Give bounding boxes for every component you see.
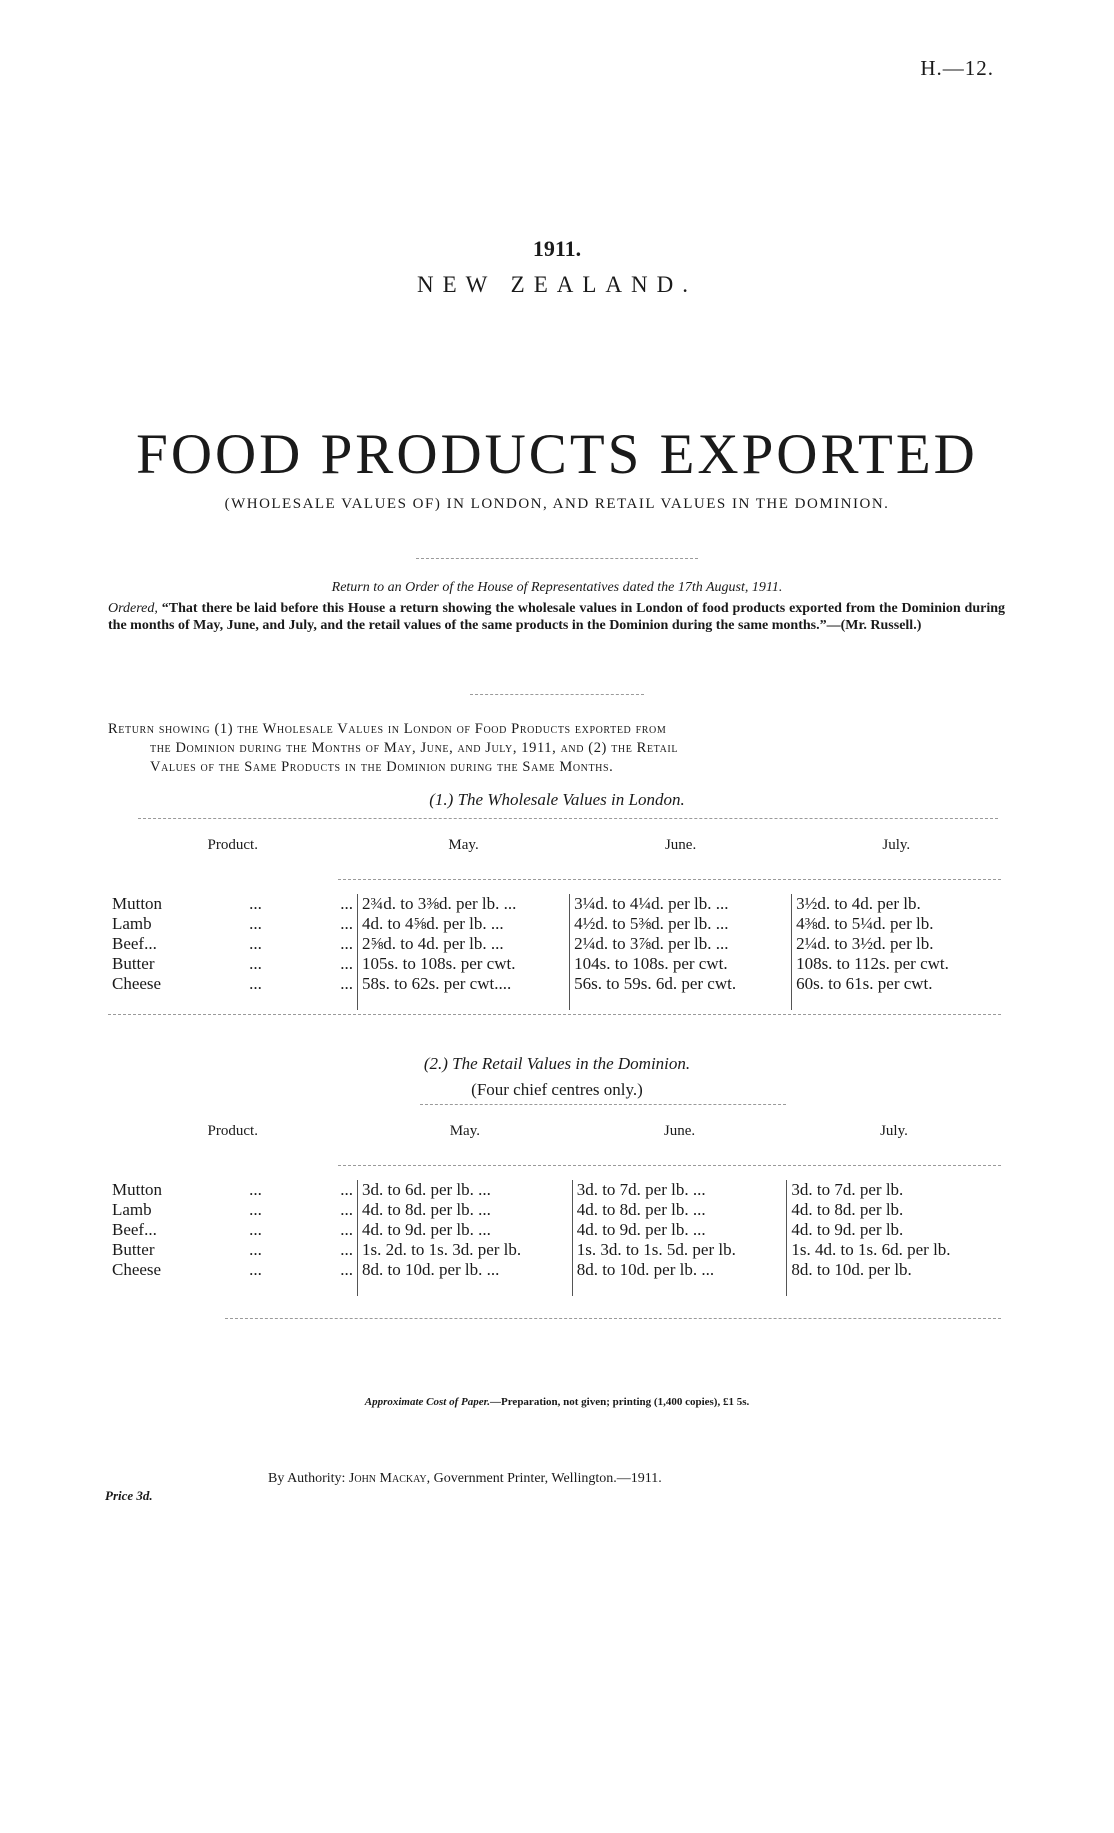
spacer-cell	[108, 1280, 204, 1296]
page-title: FOOD PRODUCTS EXPORTED	[136, 423, 978, 486]
retail-section-note: (Four chief centres only.)	[471, 1080, 643, 1099]
spacer-cell	[204, 1280, 307, 1296]
product-cell: Cheese	[112, 974, 162, 993]
july-value-cell: 8d. to 10d. per lb.	[787, 1260, 1001, 1280]
table-row	[108, 894, 1001, 914]
may-value-cell: 3d. to 6d. per lb. ...	[358, 1180, 573, 1200]
table-row	[108, 1200, 1001, 1220]
product-cell: Cheese	[112, 1260, 162, 1279]
leader-dots: ...	[340, 1260, 353, 1279]
product-cell: Butter	[112, 954, 155, 973]
spacer-cell	[307, 994, 358, 1010]
price-label: Price 3d.	[105, 1488, 153, 1503]
table-top-rule	[420, 1104, 786, 1105]
june-value-cell: 4d. to 8d. per lb. ...	[572, 1200, 787, 1220]
divider	[470, 694, 644, 695]
return-order-line: Return to an Order of the House of Representatives dated the 17th August, 1911.	[331, 580, 783, 595]
table-spacer-row	[108, 994, 1001, 1010]
july-value-cell: 2¼d. to 3½d. per lb.	[792, 934, 1001, 954]
document-year: 1911.	[532, 236, 582, 261]
retail-section-title: (2.) The Retail Values in the Dominion.	[423, 1054, 691, 1073]
may-value-cell: 1s. 2d. to 1s. 3d. per lb.	[358, 1240, 573, 1260]
page-subtitle: (WHOLESALE VALUES OF) IN LONDON, AND RETAIL VALUES IN THE DOMINION.	[224, 496, 890, 512]
return-heading-line: Values of the Same Products in the Dominion during the Same Months.	[150, 759, 614, 775]
spacer-cell	[358, 994, 570, 1010]
may-value-cell: 2⅝d. to 4d. per lb. ...	[358, 934, 570, 954]
ordered-lead: Ordered,	[108, 601, 158, 616]
july-value-cell: 60s. to 61s. per cwt.	[792, 974, 1001, 994]
leader-dots: ...	[340, 914, 353, 933]
table-row	[108, 914, 1001, 934]
spacer-cell	[307, 1280, 358, 1296]
authority-rest: Government Printer, Wellington.—1911.	[433, 1471, 662, 1486]
table-row	[108, 1220, 1001, 1240]
table-row	[108, 1180, 1001, 1200]
product-cell: Butter	[112, 1240, 155, 1259]
ordered-text: “That there be laid before this House a return showing the wholesale values in London of food products exported from the Dominion during the months of May, June, and July, and the retail values of the same products in the Dominion during the same months.”—(Mr. Russell.)	[108, 601, 1006, 633]
july-value-cell: 1s. 4d. to 1s. 6d. per lb.	[787, 1240, 1001, 1260]
printer-name: John Mackay,	[348, 1471, 431, 1486]
table-row	[108, 954, 1001, 974]
june-value-cell: 2¼d. to 3⅞d. per lb. ...	[570, 934, 792, 954]
column-header-product: Product.	[207, 836, 258, 853]
column-header-june: June.	[663, 1122, 696, 1139]
product-cell: Mutton	[112, 894, 163, 913]
spacer-cell	[108, 994, 204, 1010]
table-row	[108, 1240, 1001, 1260]
may-value-cell: 105s. to 108s. per cwt.	[358, 954, 570, 974]
column-header-july: July.	[880, 1122, 908, 1139]
june-value-cell: 1s. 3d. to 1s. 5d. per lb.	[572, 1240, 787, 1260]
june-value-cell: 3¼d. to 4¼d. per lb. ...	[570, 894, 792, 914]
may-value-cell: 2¾d. to 3⅜d. per lb. ...	[358, 894, 570, 914]
june-value-cell: 8d. to 10d. per lb. ...	[572, 1260, 787, 1280]
may-value-cell: 4d. to 8d. per lb. ...	[358, 1200, 573, 1220]
leader-dots: ...	[340, 894, 353, 913]
leader-dots: ...	[340, 934, 353, 953]
leader-dots: ...	[249, 974, 262, 993]
wholesale-table-body	[108, 894, 1001, 1010]
ordered-paragraph	[108, 600, 1005, 634]
retail-table-body	[108, 1180, 1001, 1296]
return-heading-line: Return showing (1) the Wholesale Values in London of Food Products exported from	[108, 721, 667, 737]
document-reference: H.—12.	[920, 56, 994, 80]
table-top-rule	[138, 818, 998, 819]
leader-dots: ...	[249, 914, 262, 933]
column-header-june: June.	[664, 836, 697, 853]
wholesale-section-title: (1.) The Wholesale Values in London.	[429, 790, 685, 809]
column-header-may: May.	[449, 1122, 480, 1139]
june-value-cell: 56s. to 59s. 6d. per cwt.	[570, 974, 792, 994]
spacer-cell	[572, 1280, 787, 1296]
leader-dots: ...	[340, 954, 353, 973]
july-value-cell: 3½d. to 4d. per lb.	[792, 894, 1001, 914]
july-value-cell: 4d. to 9d. per lb.	[787, 1220, 1001, 1240]
june-value-cell: 3d. to 7d. per lb. ...	[572, 1180, 787, 1200]
product-cell: Beef...	[112, 1220, 157, 1239]
spacer-cell	[204, 994, 307, 1010]
leader-dots: ...	[340, 1220, 353, 1239]
table-row	[108, 1260, 1001, 1280]
leader-dots: ...	[249, 1180, 262, 1199]
return-heading-line: the Dominion during the Months of May, June, and July, 1911, and (2) the Retail	[150, 740, 679, 756]
leader-dots: ...	[340, 1200, 353, 1219]
product-cell: Mutton	[112, 1180, 163, 1199]
june-value-cell: 4d. to 9d. per lb. ...	[572, 1220, 787, 1240]
product-cell: Lamb	[112, 914, 152, 933]
column-header-july: July.	[882, 836, 911, 853]
table-row	[108, 974, 1001, 994]
header-rule	[338, 1165, 1001, 1166]
leader-dots: ...	[249, 1260, 262, 1279]
leader-dots: ...	[249, 1240, 262, 1259]
spacer-cell	[570, 994, 792, 1010]
spacer-cell	[792, 994, 1001, 1010]
paper-cost-note	[0, 1396, 1114, 1408]
paper-cost-label: Approximate Cost of Paper.	[364, 1396, 491, 1408]
leader-dots: ...	[340, 1240, 353, 1259]
leader-dots: ...	[249, 1200, 262, 1219]
retail-table	[108, 1112, 1001, 1296]
july-value-cell: 3d. to 7d. per lb.	[787, 1180, 1001, 1200]
june-value-cell: 104s. to 108s. per cwt.	[570, 954, 792, 974]
leader-dots: ...	[340, 1180, 353, 1199]
column-header-product: Product.	[207, 1122, 258, 1139]
july-value-cell: 4d. to 8d. per lb.	[787, 1200, 1001, 1220]
return-heading	[108, 720, 1005, 777]
table-bottom-rule	[225, 1318, 1001, 1319]
column-header-may: May.	[448, 836, 479, 853]
leader-dots: ...	[249, 1220, 262, 1239]
product-cell: Lamb	[112, 1200, 152, 1219]
header-rule	[338, 879, 1001, 880]
may-value-cell: 58s. to 62s. per cwt....	[358, 974, 570, 994]
product-cell: Beef...	[112, 934, 157, 953]
wholesale-table	[108, 826, 1001, 1010]
authority-prefix: By Authority:	[268, 1471, 346, 1486]
table-row	[108, 934, 1001, 954]
may-value-cell: 4d. to 9d. per lb. ...	[358, 1220, 573, 1240]
divider	[416, 558, 698, 559]
may-value-cell: 8d. to 10d. per lb. ...	[358, 1260, 573, 1280]
leader-dots: ...	[340, 974, 353, 993]
july-value-cell: 108s. to 112s. per cwt.	[792, 954, 1001, 974]
leader-dots: ...	[249, 894, 262, 913]
june-value-cell: 4½d. to 5⅜d. per lb. ...	[570, 914, 792, 934]
may-value-cell: 4d. to 4⅝d. per lb. ...	[358, 914, 570, 934]
table-bottom-rule	[108, 1014, 1001, 1015]
paper-cost-text: —Preparation, not given; printing (1,400 copies), £1 5s.	[490, 1396, 750, 1408]
spacer-cell	[787, 1280, 1001, 1296]
leader-dots: ...	[249, 954, 262, 973]
authority-line	[268, 1471, 662, 1487]
country-heading: NEW ZEALAND.	[416, 272, 698, 297]
leader-dots: ...	[249, 934, 262, 953]
spacer-cell	[358, 1280, 573, 1296]
table-spacer-row	[108, 1280, 1001, 1296]
july-value-cell: 4⅜d. to 5¼d. per lb.	[792, 914, 1001, 934]
